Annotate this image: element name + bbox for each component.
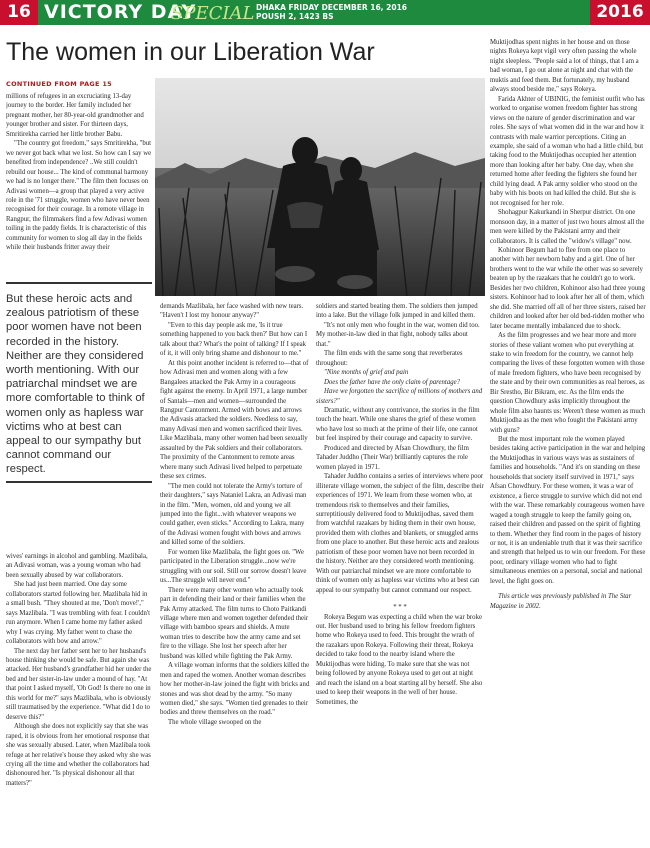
pull-quote-top-rule bbox=[6, 282, 152, 284]
dateline-bengali: POUSH 2, 1423 BS bbox=[256, 12, 334, 21]
paragraph: soldiers and started beating them. The soldiers then jumped into a lake. But the village folk jumped in and killed them. bbox=[316, 303, 478, 320]
paragraph: "Even to this day people ask me, 'Is it true something happened to you back then?' But how can I talk about that? What's the point of talking? If I speak of it, it will only bring shame and dishonour to me." bbox=[160, 321, 308, 358]
headline: The women in our Liberation War bbox=[6, 38, 375, 66]
song-lyric: Does the father have the only claim of parentage? bbox=[324, 378, 461, 386]
paragraph: As the film progresses and we hear more and more stories of these valiant women who put everything at stake to win freedom for the country, we cannot help comparing the lives of these forgotten women with those of male freedom fighters, who have been recognised by the state and by their own communities as real heroes, as Bir Srestho, Bir Bikram, etc. As the film ends the question Chowdhury asks implicitly throughout the whole film also haunts us: Weren't these women as much Muktijodha as the men who fought the Pakistani army with guns? bbox=[490, 332, 646, 434]
pull-quote-bottom-rule bbox=[6, 481, 152, 483]
year-badge: 2016 bbox=[590, 0, 650, 25]
paragraph: The next day her father sent her to her husband's house thinking she would be safe. But again she was attacked. Her husband's grandfather hid her under the bed and her sister-in-law under a mound of hay. "At that point I asked myself, 'Oh God! Is there no one in this world for me?" says Mazlibala, who is obviously still traumatised by the experience. "What did I do to deserve this?" bbox=[6, 647, 152, 721]
paragraph: The whole village swooped on the bbox=[168, 718, 262, 726]
photo-illustration bbox=[155, 78, 485, 296]
column-4 bbox=[490, 38, 646, 846]
column-2 bbox=[160, 302, 310, 846]
pull-quote: But these heroic acts and zealous patriotism of these poor women have not been recorded in the history. Neither are they considered worth mentioning. With our patriarchal mindset we are more comfortable to think of women only as hapless war victims who at best can appeal to our sympathy but cannot command our respect. bbox=[6, 293, 145, 476]
song-lyric: "Nine months of grief and pain bbox=[324, 369, 409, 377]
paragraph: Muktijodhas spent nights in her house and on those nights Rokeya kept vigil very often passing the whole night sleepless. "People said a lot of things, that I am a bad woman, I go out alone at night and chat with the muktis and feed them. But fortunately, my husband always stood beside me," says Rokeya. bbox=[490, 39, 639, 94]
paragraph: At this point another incident is referred to—that of how Adivasi men and women along with a few Bangalees attacked the Pak Army in a courageous fight against the enemy. In April 1971, a large number of Santals—men and women—surrounded the Rangpur Cantonment. Armed with bows and arrows the Adivasis attacked the soldiers. Needless to say, many Adivasi men and women sacrificed their lives. Like Mazlibala, many other women had been sexually assaulted by the Pak soldiers and their collaborators. The proximity of the Cantonment to remote areas where many such Adivasi lived helped to perpetuate these sex crimes. bbox=[160, 359, 309, 481]
dateline-date: DHAKA FRIDAY DECEMBER 16, 2016 bbox=[256, 3, 408, 12]
column-1-bottom bbox=[6, 552, 152, 846]
paragraph: "It's not only men who fought in the war, women did too. My mother-in-law died in that fight, nobody talks about that." bbox=[316, 321, 480, 348]
paragraph: demands Mazlibala, her face washed with new tears. "Haven't I lost my honour anyway?" bbox=[160, 303, 304, 320]
paragraph: Tahader Juddho contains a series of interviews where poor illiterate village women, the subject of the film, describe their experiences of 1971. We learn from these women who, at tremendous risk to themselves and their families, surreptitiously delivered food to Muktijodhas, saved them from watchful razakars by hiding them in their own house, provided them with clothes and blankets, or smuggled arms from one place to another. But these heroic acts and zealous patriotism of these poor women have not been recorded in the history. Neither are they considered worth mentioning. With our patriarchal mindset we are more comfortable to think of women only as hapless war victims who at best can appeal to our sympathy but cannot command our respect. bbox=[316, 473, 484, 594]
song-lyric: Have we forgotten the sacrifice of millions of mothers and sisters?" bbox=[316, 388, 483, 405]
paragraph: She had just been married. One day some collaborators started following her. Mazlibala hid in a small bush. "They shouted at me, 'Don't move!'," says Mazlibala. "I was trembling with fear. I couldn't run anymore. When I came home my father asked why I was crying. My father went to chase the collaborators with bow and arrow." bbox=[6, 581, 151, 646]
continued-from: CONTINUED FROM PAGE 15 bbox=[6, 80, 112, 88]
section-masthead bbox=[0, 0, 650, 25]
section-title: VICTORY DAY bbox=[44, 1, 197, 23]
section-break: * * * bbox=[393, 604, 407, 612]
paragraph: A village woman informs that the soldiers killed the men and raped the women. Another woman describes how her mother-in-law joined the fight with bricks and stones and was shot dead by the army. "So many women died," she says. "Women tied grenades to their bodies and threw themselves on the road." bbox=[160, 662, 310, 717]
paragraph: wives' earnings in alcohol and gambling. Mazlibala, an Adivasi woman, was a young woman who had been sexually abused by war collaborators. bbox=[6, 553, 148, 579]
column-1-top bbox=[6, 92, 152, 272]
village-women-photo bbox=[155, 78, 485, 296]
paragraph: "The men could not tolerate the Army's torture of their daughters," says Nataniel Lakra, an Adivasi man in the film. "Men, women, old and young we all jumped into the fight...with whatever weapons we could gather, even sticks." According to Lakra, many of the Adivasi women fought with bows and arrows and killed some of the soldiers. bbox=[160, 482, 307, 547]
paragraph: The film ends with the same song that reverberates throughout: bbox=[316, 350, 463, 367]
column-3 bbox=[316, 302, 484, 846]
pull-quote-box bbox=[6, 286, 152, 477]
paragraph: millions of refugees in an excruciating 13-day journey to the border. Her family included her pregnant mother, her 80-year-old grandmother and younger brother and sister. For thirteen days, Smritirekha carried her little brother Babu. bbox=[6, 93, 144, 138]
paragraph: Shohagpur Kakurkandi in Sherpur district. On one monsoon day, in a matter of just two hours almost all the men were killed by the Pakistani army and their collaborators. It is called the "widow's village" now. bbox=[490, 209, 645, 245]
paragraph: There were many other women who actually took part in defending their land or their families when the Pak Army attacked. The film turns to Choto Paitkandi village where men and women together defended their village with bamboo spears and shields. A mute woman tries to describe how the army came and set fire to the village. She lost her speech after her husband was killed while fighting the Pak Army. bbox=[160, 586, 309, 660]
paragraph: Although she does not explicitly say that she was raped, it is obvious from her emotional response that she was sexually abused. Later, when Mazlibala took refuge at her relative's house they asked why she was crying all the time and whether the collaborators had dishonoured her. "Is physical dishonour all that matters?" bbox=[6, 723, 151, 787]
paragraph: Dramatic, without any contrivance, the stories in the film touch the heart. While one shares the grief of these women who have lost so much at the prime of their life, one cannot but feel inspired by their courage and capacity to survive. bbox=[316, 406, 480, 443]
page-number: 16 bbox=[0, 0, 38, 25]
section-special: SPECIAL bbox=[171, 3, 255, 24]
paragraph: Produced and directed by Afsan Chowdhury, the film Tahader Juddho (Their War) brilliantly captures the role women played in 1971. bbox=[316, 444, 469, 471]
paragraph: "The country got freedom," says Smritirekha, "but we never got back what we lost. So how can I say we benefited from independence? ..We still couldn't rebuild our house... The kind of communal harmony we had is no longer there." The film then focuses on Adivasi women—a group that played a very active role in the '71 struggle, women who have never been recognised for their courage. In a remote village in Rangpur, the filmmakers find a few Adivasi women toiling in the paddy fields. It is characteristic of this community for women to slog all day in the fields while their husbands fritter away their bbox=[6, 140, 152, 252]
dateline bbox=[256, 3, 407, 21]
paragraph: Farida Akhter of UBINIG, the feminist outfit who has worked to organise women freedom fighter has strong views on the nature of gender discrimination and war roles. She says of what women did in the war and how it contrasts with male warrior perceptions. Citing an example, she said of a woman who had a little child, but taking food to the Muktijodhas occupied her attention more than looking after her baby. One day, when she returned home after feeding the fighters she found her child lying dead. A Pak army soldier who stood on the baby with his boots on had killed the child. But she is not recognised for her role. bbox=[490, 95, 645, 207]
paragraph: Rokeya Begum was expecting a child when the war broke out. Her husband used to bring his fellow freedom fighters home who Rokeya used to feed. This brought the wrath of the razakars upon Rokeya. Following their threat, Rokeya decided to take food to the nearby island where the Muktijodhas were hiding. To make sure that she was not being followed by anyone Rokeya used to get out at night and reach the island on a boat starting all by herself. She also used to keep their weapons in the well of her house. Sometimes, the bbox=[316, 613, 483, 706]
paragraph: Kohinoor Begum had to flee from one place to another with her newborn baby and a girl. One of her brothers went to the war while the other was so severely beaten up by the razakars that he couldn't go to work. Besides her two children, Kohinoor also had three young sisters. Kohinoor had to look after her all of them, which she did. She married off all of her three sisters, raised her children and looked after her old bed-ridden mother who later became mentally imbalanced due to shock. bbox=[490, 246, 646, 330]
paragraph: For women like Mazlibala, the fight goes on. "We participated in the Liberation struggle...now we're struggling with our soil. Still our sorrow doesn't leave us...The struggle will never end." bbox=[160, 548, 307, 585]
publication-note: This article was previously published in The Star Magazine in 2002. bbox=[490, 593, 632, 610]
paragraph: But the most important role the women played besides taking active participation in the war and helping the Muktijodhas in various ways was as sustainers of families and households. "And it's on standing on these households that society itself survived in 1971," says Afsan Chowdhury. For these women, it was a war of existence, a fierce struggle to survive which did not end with the war. These remarkably courageous women have waged a tough struggle to keep the family going on, raised their children and passed on the spirit of fighting to them. Whether they find room in the pages of history or not, it is an undeniable truth that it was their sacrifice and strength that helped us to win our freedom. For these poor, ordinary village women who had to fight simultaneous enemies on a personal, social and national level, the fight goes on. bbox=[490, 436, 646, 585]
